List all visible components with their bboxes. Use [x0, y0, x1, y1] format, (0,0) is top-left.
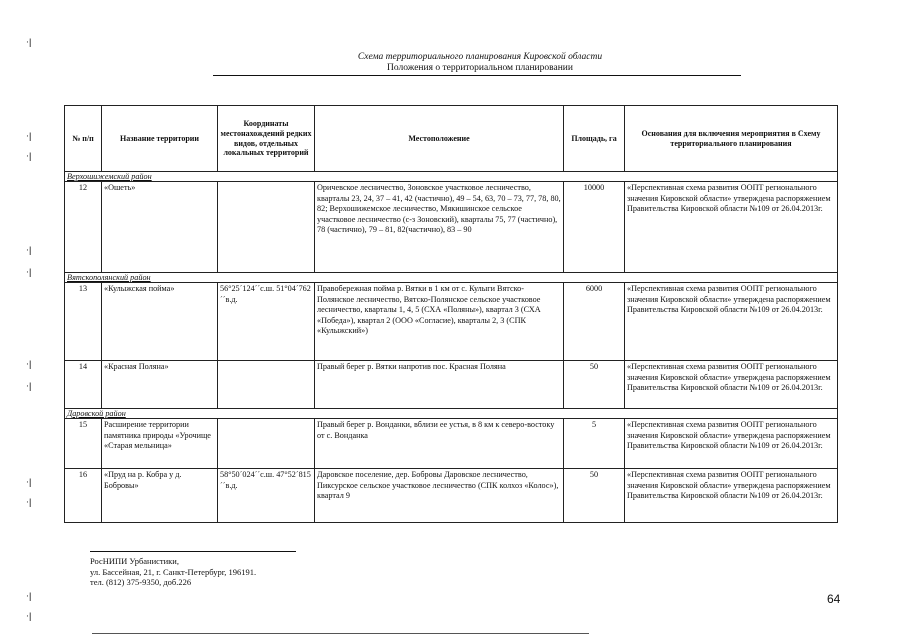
footer-org: РосНИПИ Урбанистики,: [90, 556, 179, 566]
row-number: 15: [65, 419, 102, 469]
table-row: [65, 182, 838, 273]
territory-name: «Пруд на р. Кобра у д. Бобровы»: [102, 469, 218, 523]
territory-name: Расширение территории памятника природы «Урочище «Старая мельница»: [102, 419, 218, 469]
scan-margin-mark: ·ǀ: [26, 612, 32, 622]
basis: «Перспективная схема развития ООПТ регионального значения Кировской области» утверждена распоряжением Правительства Кировской области №109 от 26.04.2013г.: [625, 419, 838, 469]
territories-table: [64, 105, 838, 523]
region-row: [65, 172, 838, 182]
scan-margin-mark: ·ǀ: [26, 268, 32, 278]
row-number: 14: [65, 361, 102, 409]
region-label: Верхошижемский район: [65, 172, 838, 182]
scan-margin-mark: ·ǀ: [26, 592, 32, 602]
region-row: [65, 273, 838, 283]
coordinates: [218, 182, 315, 273]
column-header-coordinates: Координаты местонахождений редких видов, отдельных локальных территорий: [218, 106, 315, 172]
area: 10000: [564, 182, 625, 273]
scan-margin-mark: ·ǀ: [26, 132, 32, 142]
territory-name: «Кулыжская пойма»: [102, 283, 218, 361]
row-number: 16: [65, 469, 102, 523]
coordinates: 58°50´024´´с.ш. 47°52´815´´в.д.: [218, 469, 315, 523]
basis: «Перспективная схема развития ООПТ регионального значения Кировской области» утверждена распоряжением Правительства Кировской области №109 от 26.04.2013г.: [625, 469, 838, 523]
region-label: Вятскополянский район: [65, 273, 838, 283]
region-row: [65, 409, 838, 419]
coordinates: [218, 361, 315, 409]
region-label: Даровской район: [65, 409, 838, 419]
scan-margin-mark: ·ǀ: [26, 360, 32, 370]
table-row: [65, 469, 838, 523]
territory-name: «Ошеть»: [102, 182, 218, 273]
basis: «Перспективная схема развития ООПТ регионального значения Кировской области» утверждена распоряжением Правительства Кировской области №109 от 26.04.2013г.: [625, 361, 838, 409]
column-header-name: Название территории: [102, 106, 218, 172]
scan-margin-mark: ·ǀ: [26, 152, 32, 162]
footer-address: [90, 556, 256, 588]
table-row: [65, 419, 838, 469]
header-title: Схема территориального планирования Кировской области: [357, 52, 603, 62]
document-header: [200, 52, 760, 74]
scan-margin-mark: ·ǀ: [26, 382, 32, 392]
area: 50: [564, 469, 625, 523]
column-header-basis: Основания для включения мероприятия в Схему территориального планирования: [625, 106, 838, 172]
basis: «Перспективная схема развития ООПТ регионального значения Кировской области» утверждена распоряжением Правительства Кировской области №109 от 26.04.2013г.: [625, 283, 838, 361]
header-divider: [213, 75, 741, 76]
bottom-divider: [92, 633, 589, 634]
footer-street: ул. Бассейная, 21, г. Санкт-Петербург, 196191.: [90, 566, 257, 577]
coordinates: 56°25´124´´с.ш. 51°04´762´´в.д.: [218, 283, 315, 361]
area: 50: [564, 361, 625, 409]
location: Правый берег р. Вонданки, вблизи ее устья, в 8 км к северо-востоку от с. Вонданка: [315, 419, 564, 469]
header-subtitle: Положения о территориальном планировании: [387, 63, 573, 73]
footer-divider: [90, 551, 296, 552]
area: 5: [564, 419, 625, 469]
basis: «Перспективная схема развития ООПТ регионального значения Кировской области» утверждена распоряжением Правительства Кировской области №109 от 26.04.2013г.: [625, 182, 838, 273]
location: Даровское поселение, дер. Бобровы Даровское лесничество, Пиксурское сельское участковое лесничество (СПК колхоз «Колос»), квартал 9: [315, 469, 564, 523]
area: 6000: [564, 283, 625, 361]
scan-margin-mark: ·ǀ: [26, 246, 32, 256]
column-header-location: Местоположение: [315, 106, 564, 172]
territory-name: «Красная Поляна»: [102, 361, 218, 409]
scan-margin-mark: ·ǀ: [26, 38, 32, 48]
page-number: 64: [827, 592, 841, 606]
location: Правобережная пойма р. Вятки в 1 км от с. Кулыги Вятско-Полянское лесничество, Вятско-Полянское сельское участковое лесничество, кварталы 1, 4, 5 (СХА «Поляны»), квартал 3 (СХА «Победа»), квартал 2 (ООО «Согласие), кварталы 2, 3 (СПК «Кулыжский»): [315, 283, 564, 361]
row-number: 13: [65, 283, 102, 361]
location: Оричевское лесничество, Зоновское участковое лесничество, кварталы 23, 24, 37 – 41, 42 (частично), 49 – 54, 63, 70 – 73, 77, 78, 80, 82; Верхошижемское лесничество, Мякишинское сельское участковое лесничество (с-з Зоновский), кварталы 75, 77 (частично), 78 (частично), 79 – 81, 82(частично), 83 – 90: [315, 182, 564, 273]
row-number: 12: [65, 182, 102, 273]
location: Правый берег р. Вятки напротив пос. Красная Поляна: [315, 361, 564, 409]
scan-margin-mark: ·ǀ: [26, 478, 32, 488]
table-row: [65, 361, 838, 409]
table-row: [65, 283, 838, 361]
scan-margin-mark: ·ǀ: [26, 498, 32, 508]
footer-phone: тел. (812) 375-9350, доб.226: [90, 577, 192, 587]
coordinates: [218, 419, 315, 469]
column-header-number: № п/п: [65, 106, 102, 172]
table-header-row: [65, 106, 838, 172]
column-header-area: Площадь, га: [564, 106, 625, 172]
